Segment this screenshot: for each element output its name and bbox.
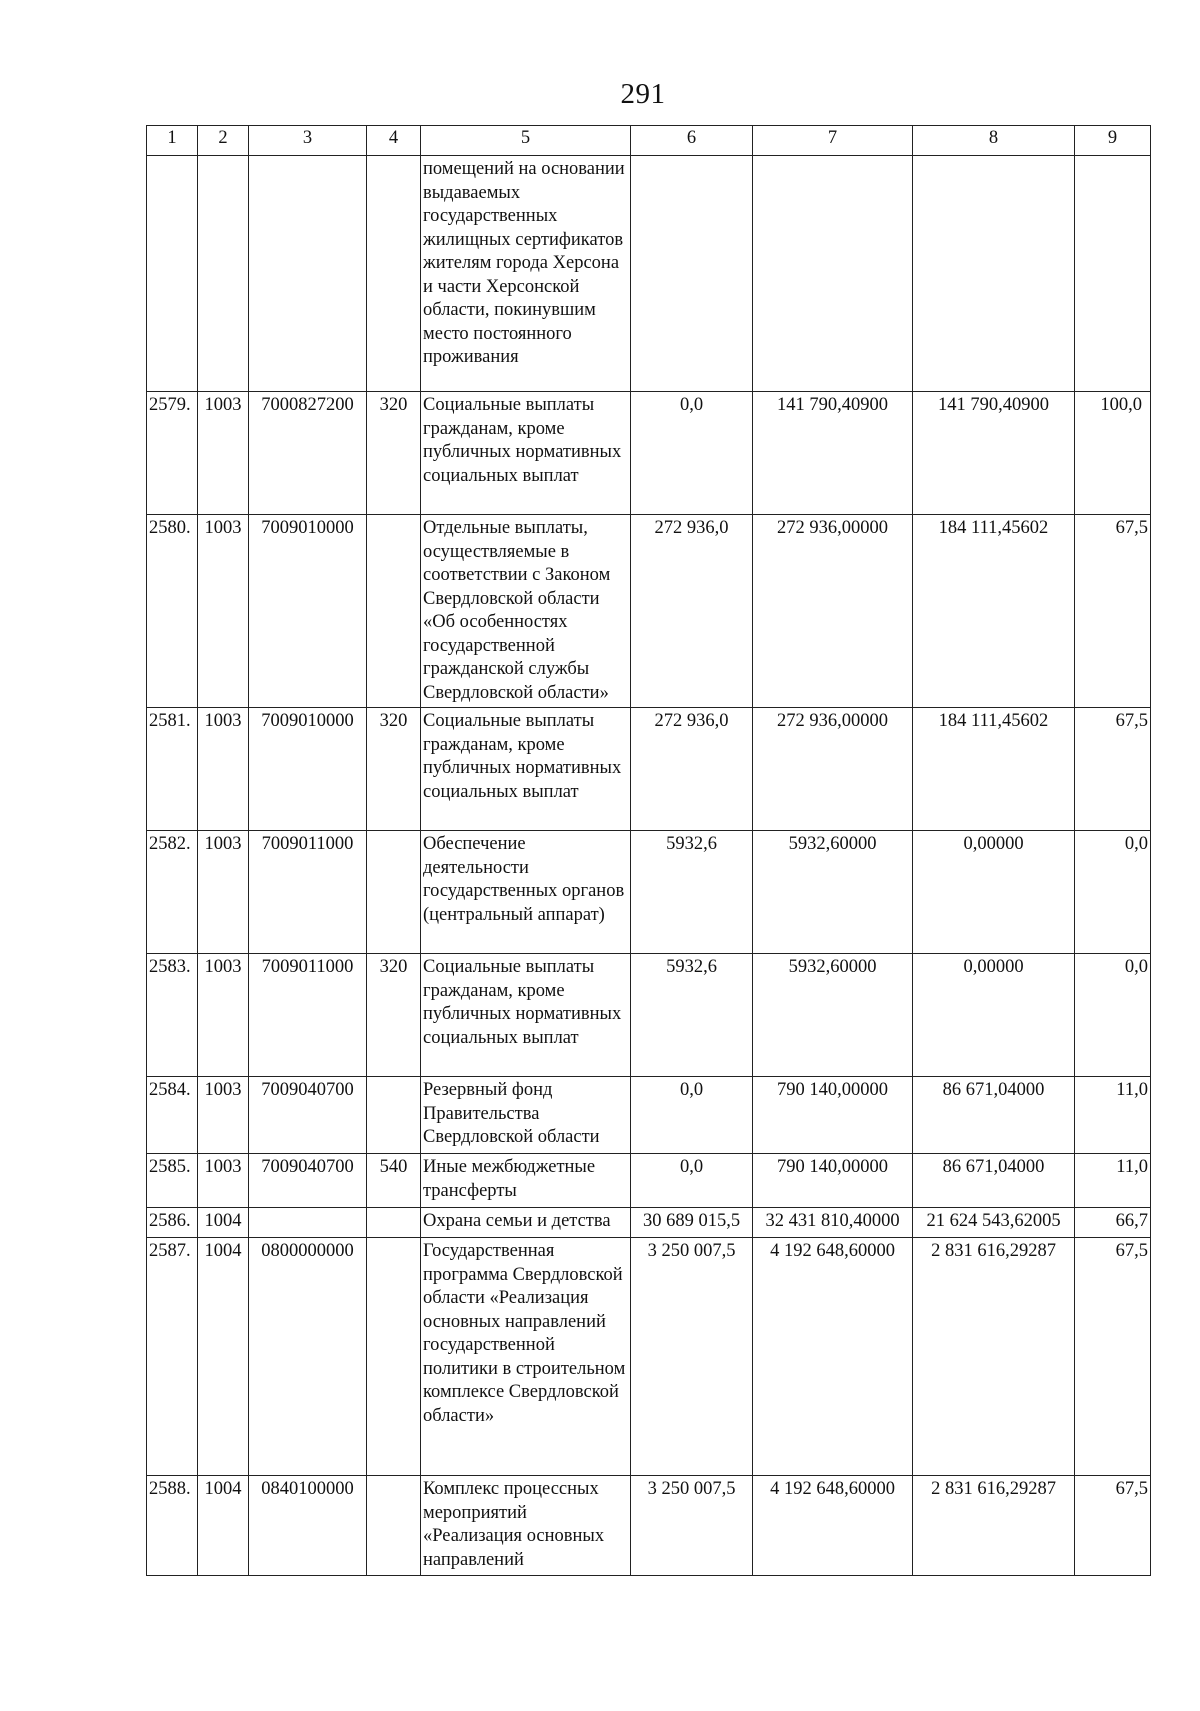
- item-name-cell: Социальные выплаты гражданам, кроме публичных нормативных социальных выплат: [421, 392, 631, 515]
- executed-amount-cell: 86 671,04000: [913, 1077, 1075, 1154]
- item-name-cell: Обеспечение деятельности государственных органов (центральный аппарат): [421, 831, 631, 954]
- section-code-cell: 1004: [198, 1208, 249, 1238]
- row-number-cell: [147, 156, 198, 392]
- percent-cell: 11,0: [1075, 1154, 1151, 1208]
- expense-type-cell: 320: [367, 954, 421, 1077]
- executed-amount-cell: 184 111,45602: [913, 515, 1075, 708]
- approved-amount-cell: 5932,6: [631, 831, 753, 954]
- row-number-cell: 2585.: [147, 1154, 198, 1208]
- column-header: 3: [249, 126, 367, 156]
- item-name-cell: Социальные выплаты гражданам, кроме публичных нормативных социальных выплат: [421, 708, 631, 831]
- approved-amount-cell: 0,0: [631, 1077, 753, 1154]
- target-article-cell: 0800000000: [249, 1238, 367, 1476]
- approved-amount-cell: 3 250 007,5: [631, 1476, 753, 1576]
- item-name-cell: Комплекс процессных мероприятий «Реализация основных направлений: [421, 1476, 631, 1576]
- column-header: 8: [913, 126, 1075, 156]
- target-article-cell: 7009010000: [249, 708, 367, 831]
- percent-cell: 100,0: [1075, 392, 1151, 515]
- row-number-cell: 2583.: [147, 954, 198, 1077]
- row-number-cell: 2580.: [147, 515, 198, 708]
- page-number: 291: [620, 78, 666, 110]
- item-name-cell: помещений на основании выдаваемых государственных жилищных сертификатов жителям города Херсона и части Херсонской области, покинувшим место постоянного проживания: [421, 156, 631, 392]
- column-header: 6: [631, 126, 753, 156]
- revised-amount-cell: 272 936,00000: [753, 708, 913, 831]
- percent-cell: 67,5: [1075, 708, 1151, 831]
- percent-cell: 66,7: [1075, 1208, 1151, 1238]
- row-number-cell: 2587.: [147, 1238, 198, 1476]
- revised-amount-cell: 32 431 810,40000: [753, 1208, 913, 1238]
- section-code-cell: 1003: [198, 708, 249, 831]
- approved-amount-cell: 30 689 015,5: [631, 1208, 753, 1238]
- executed-amount-cell: [913, 156, 1075, 392]
- expense-type-cell: 320: [367, 708, 421, 831]
- revised-amount-cell: 790 140,00000: [753, 1154, 913, 1208]
- revised-amount-cell: 5932,60000: [753, 831, 913, 954]
- section-code-cell: 1003: [198, 392, 249, 515]
- column-header: 5: [421, 126, 631, 156]
- expense-type-cell: [367, 156, 421, 392]
- executed-amount-cell: 2 831 616,29287: [913, 1238, 1075, 1476]
- expense-type-cell: [367, 1208, 421, 1238]
- column-header: 7: [753, 126, 913, 156]
- table-row: [147, 1077, 1151, 1154]
- expense-type-cell: [367, 1238, 421, 1476]
- section-code-cell: 1003: [198, 1077, 249, 1154]
- percent-cell: 0,0: [1075, 831, 1151, 954]
- approved-amount-cell: 3 250 007,5: [631, 1238, 753, 1476]
- table-row: [147, 156, 1151, 392]
- expense-type-cell: [367, 1476, 421, 1576]
- revised-amount-cell: [753, 156, 913, 392]
- percent-cell: [1075, 156, 1151, 392]
- target-article-cell: 7009040700: [249, 1077, 367, 1154]
- revised-amount-cell: 272 936,00000: [753, 515, 913, 708]
- target-article-cell: [249, 1208, 367, 1238]
- approved-amount-cell: [631, 156, 753, 392]
- section-code-cell: 1004: [198, 1238, 249, 1476]
- item-name-cell: Социальные выплаты гражданам, кроме публичных нормативных социальных выплат: [421, 954, 631, 1077]
- row-number-cell: 2579.: [147, 392, 198, 515]
- expense-type-cell: [367, 831, 421, 954]
- table-row: [147, 954, 1151, 1077]
- column-header: 9: [1075, 126, 1151, 156]
- percent-cell: 67,5: [1075, 1476, 1151, 1576]
- executed-amount-cell: 21 624 543,62005: [913, 1208, 1075, 1238]
- executed-amount-cell: 86 671,04000: [913, 1154, 1075, 1208]
- item-name-cell: Охрана семьи и детства: [421, 1208, 631, 1238]
- table-row: [147, 1154, 1151, 1208]
- row-number-cell: 2586.: [147, 1208, 198, 1238]
- item-name-cell: Отдельные выплаты, осуществляемые в соответствии с Законом Свердловской области «Об особенностях государственной гражданской службы Свердловской области»: [421, 515, 631, 708]
- table-row: [147, 708, 1151, 831]
- section-code-cell: 1003: [198, 831, 249, 954]
- expense-type-cell: 540: [367, 1154, 421, 1208]
- table-row: [147, 831, 1151, 954]
- item-name-cell: Резервный фонд Правительства Свердловской области: [421, 1077, 631, 1154]
- budget-table: [146, 125, 1151, 1576]
- executed-amount-cell: 0,00000: [913, 954, 1075, 1077]
- target-article-cell: 7009040700: [249, 1154, 367, 1208]
- table-row: [147, 1208, 1151, 1238]
- item-name-cell: Иные межбюджетные трансферты: [421, 1154, 631, 1208]
- revised-amount-cell: 790 140,00000: [753, 1077, 913, 1154]
- section-code-cell: 1004: [198, 1476, 249, 1576]
- approved-amount-cell: 272 936,0: [631, 515, 753, 708]
- table-row: [147, 515, 1151, 708]
- row-number-cell: 2581.: [147, 708, 198, 831]
- expense-type-cell: [367, 515, 421, 708]
- percent-cell: 67,5: [1075, 1238, 1151, 1476]
- executed-amount-cell: 141 790,40900: [913, 392, 1075, 515]
- target-article-cell: 7009011000: [249, 954, 367, 1077]
- approved-amount-cell: 0,0: [631, 1154, 753, 1208]
- approved-amount-cell: 5932,6: [631, 954, 753, 1077]
- revised-amount-cell: 4 192 648,60000: [753, 1476, 913, 1576]
- section-code-cell: 1003: [198, 954, 249, 1077]
- row-number-cell: 2584.: [147, 1077, 198, 1154]
- section-code-cell: [198, 156, 249, 392]
- column-header: 4: [367, 126, 421, 156]
- row-number-cell: 2582.: [147, 831, 198, 954]
- revised-amount-cell: 141 790,40900: [753, 392, 913, 515]
- approved-amount-cell: 272 936,0: [631, 708, 753, 831]
- expense-type-cell: 320: [367, 392, 421, 515]
- executed-amount-cell: 0,00000: [913, 831, 1075, 954]
- executed-amount-cell: 2 831 616,29287: [913, 1476, 1075, 1576]
- executed-amount-cell: 184 111,45602: [913, 708, 1075, 831]
- approved-amount-cell: 0,0: [631, 392, 753, 515]
- target-article-cell: [249, 156, 367, 392]
- expense-type-cell: [367, 1077, 421, 1154]
- table-row: [147, 1476, 1151, 1576]
- item-name-cell: Государственная программа Свердловской области «Реализация основных направлений государственной политики в строительном комплексе Свердловской области»: [421, 1238, 631, 1476]
- column-number-row: [147, 126, 1151, 156]
- target-article-cell: 7000827200: [249, 392, 367, 515]
- target-article-cell: 0840100000: [249, 1476, 367, 1576]
- target-article-cell: 7009010000: [249, 515, 367, 708]
- row-number-cell: 2588.: [147, 1476, 198, 1576]
- percent-cell: 67,5: [1075, 515, 1151, 708]
- percent-cell: 11,0: [1075, 1077, 1151, 1154]
- revised-amount-cell: 5932,60000: [753, 954, 913, 1077]
- column-header: 2: [198, 126, 249, 156]
- section-code-cell: 1003: [198, 1154, 249, 1208]
- column-header: 1: [147, 126, 198, 156]
- percent-cell: 0,0: [1075, 954, 1151, 1077]
- target-article-cell: 7009011000: [249, 831, 367, 954]
- table-row: [147, 1238, 1151, 1476]
- revised-amount-cell: 4 192 648,60000: [753, 1238, 913, 1476]
- table-row: [147, 392, 1151, 515]
- section-code-cell: 1003: [198, 515, 249, 708]
